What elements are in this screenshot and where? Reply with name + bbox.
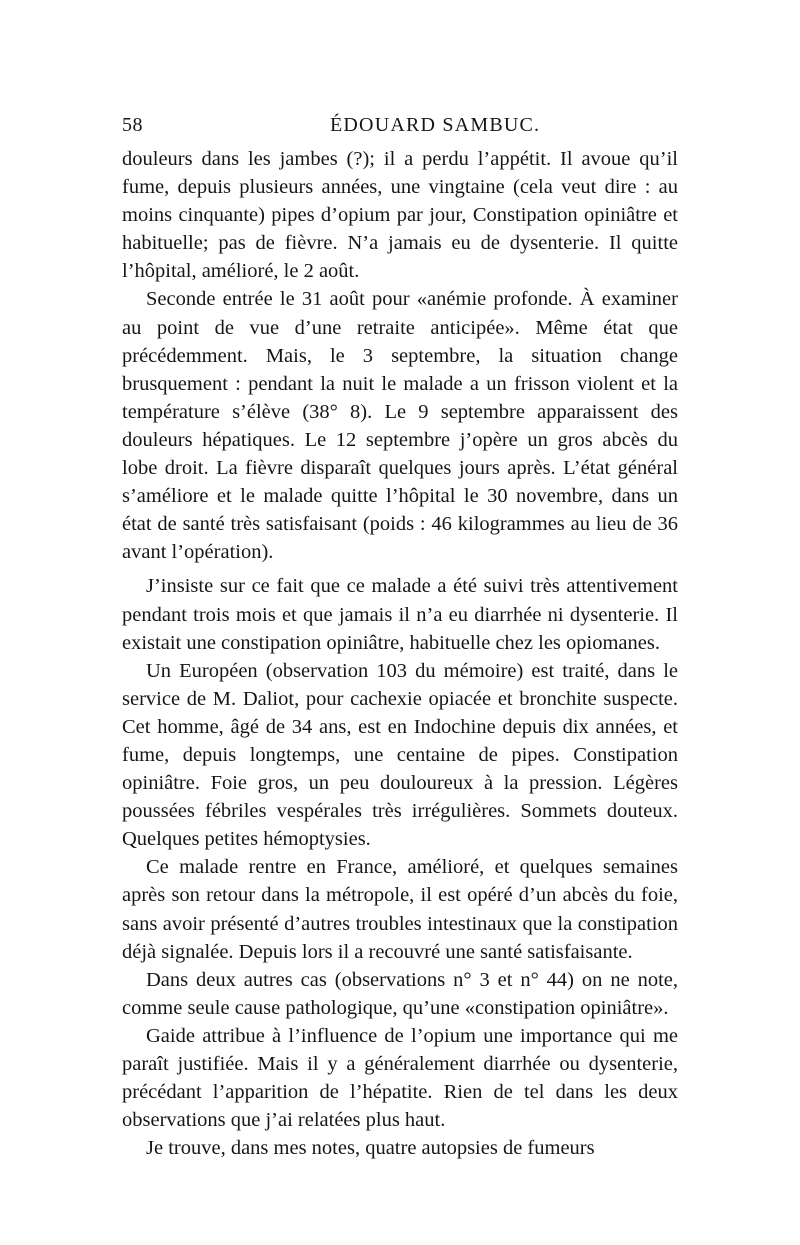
paragraph-insistence: J’insiste sur ce fait que ce malade a été suivi très attentivement pendant trois mois et que jamais il n’a eu diarrhée ni dysenterie. Il existait une constipation opiniâtre, habituelle chez les opiomanes. [122, 575, 678, 654]
paragraph-autopsies: Je trouve, dans mes notes, quatre autopsies de fumeurs [146, 1137, 595, 1160]
paragraph-two-cases: Dans deux autres cas (observations n° 3 et n° 44) on ne note, comme seule cause pathologique, qu’une «constipation opiniâtre». [122, 968, 678, 1019]
paragraph-return-france: Ce malade rentre en France, amélioré, et quelques semaines après son retour dans la métropole, il est opéré d’un abcès du foie, sans avoir présenté d’autres troubles intestinaux que la constipation déjà signalée. Depuis lors il a recouvré une santé satisfaisante. [122, 856, 678, 963]
running-title: ÉDOUARD SAMBUC. [330, 114, 541, 136]
paragraph-second-admission: Seconde entrée le 31 août pour «anémie profonde. À examiner au point de vue d’une retraite anticipée». Même état que précédemment. Mais, le 3 septembre, la situation change brusquement : pendant la nuit le malade a un frisson violent et la température s’élève (38° 8). Le 9 septembre apparaissent des douleurs hépatiques. Le 12 septembre j’opère un gros abcès du lobe droit. La fièvre disparaît quelques jours après. L’état général s’améliore et le malade quitte l’hôpital le 30 novembre, dans un état de santé très satisfaisant (poids : 46 kilogrammes au lieu de 36 avant l’opération). [122, 288, 678, 564]
running-header [122, 112, 678, 142]
paragraph-gaide: Gaide attribue à l’influence de l’opium une importance qui me paraît justifiée. Mais il y a généralement diarrhée ou dysenterie, précédant l’apparition de l’hépatite. Rien de tel dans les deux observations que j’ai relatées plus haut. [122, 1024, 678, 1132]
body-text [122, 145, 678, 1162]
paragraph-continued: douleurs dans les jambes (?); il a perdu l’appétit. Il avoue qu’il fume, depuis plusieurs années, une vingtaine (cela veut dire : au moins cinquante) pipes d’opium par jour, Constipation opiniâtre et habituelle; pas de fièvre. N’a jamais eu de dysenterie. Il quitte l’hôpital, amélioré, le 2 août. [122, 148, 678, 283]
paragraph-european-case: Un Européen (observation 103 du mémoire) est traité, dans le service de M. Daliot, pour cachexie opiacée et bronchite suspecte. Cet homme, âgé de 34 ans, est en Indochine depuis dix années, et fume, depuis longtemps, une centaine de pipes. Constipation opiniâtre. Foie gros, un peu douloureux à la pression. Légères poussées fébriles vespérales très irrégulières. Sommets douteux. Quelques petites hémoptysies. [122, 659, 678, 851]
page-number: 58 [122, 114, 143, 136]
